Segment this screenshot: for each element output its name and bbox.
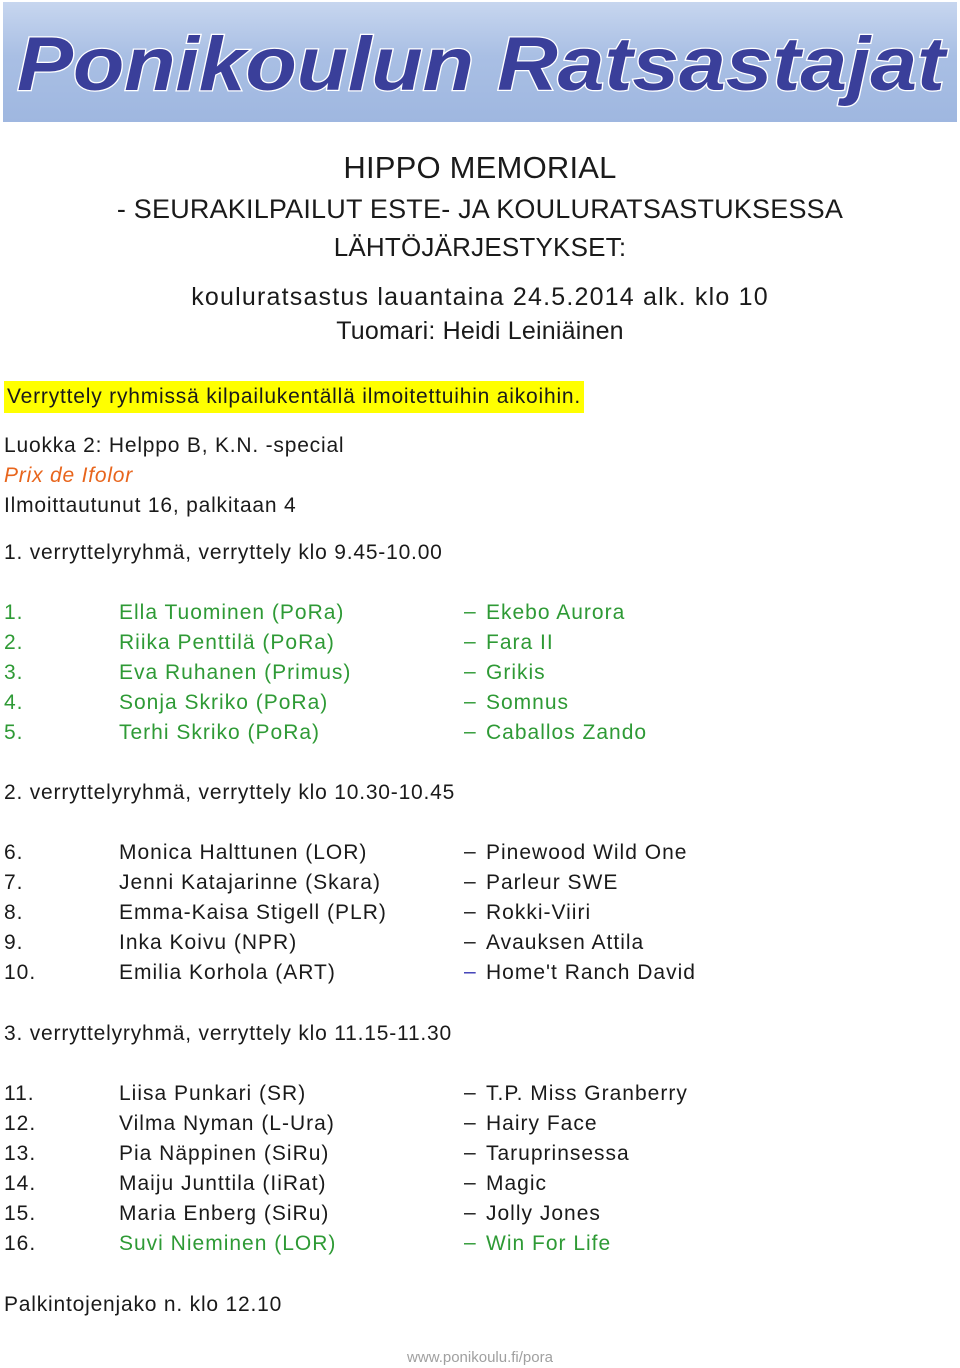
rider-name: Ella Tuominen (PoRa)	[119, 601, 345, 624]
rider-name: Inka Koivu (NPR)	[119, 931, 298, 954]
start-number: 6.	[4, 841, 24, 864]
awards-info: Palkintojenjako n. klo 12.10	[4, 1293, 283, 1316]
separator-dash: –	[464, 840, 477, 863]
start-number: 16.	[4, 1232, 37, 1255]
start-number: 4.	[4, 691, 24, 714]
judge-info: Tuomari: Heidi Leiniäinen	[336, 317, 624, 345]
page-subtitle: - SEURAKILPAILUT ESTE- JA KOULURATSASTUKSESSA	[116, 194, 844, 224]
horse-name: Caballos Zando	[486, 721, 648, 744]
rider-name: Sonja Skriko (PoRa)	[119, 691, 329, 714]
horse-name: Ekebo Aurora	[486, 601, 626, 624]
horse-name: Rokki-Viiri	[486, 901, 592, 924]
horse-name: Parleur SWE	[486, 871, 619, 894]
start-number: 7.	[4, 871, 24, 894]
event-info: kouluratsastus lauantaina 24.5.2014 alk. klo 10	[191, 283, 769, 311]
warmup-notice-line	[4, 385, 584, 409]
banner-title: Ponikoulun Ratsastajat	[17, 22, 948, 107]
rider-name: Emma-Kaisa Stigell (PLR)	[119, 901, 387, 924]
separator-dash: –	[464, 690, 477, 713]
page-title: HIPPO MEMORIAL	[343, 150, 617, 185]
horse-name: Taruprinsessa	[486, 1142, 630, 1165]
separator-dash: –	[464, 600, 477, 623]
horse-name: Hairy Face	[486, 1112, 598, 1135]
start-number: 10.	[4, 961, 37, 984]
separator-dash: –	[464, 900, 477, 923]
horse-name: Grikis	[486, 661, 546, 684]
separator-dash: –	[464, 1231, 477, 1254]
rider-name: Suvi Nieminen (LOR)	[119, 1232, 337, 1255]
ponikoulu-logo	[3, 2, 957, 122]
separator-dash: –	[464, 960, 477, 983]
class-registered: Ilmoittautunut 16, palkitaan 4	[4, 494, 297, 517]
class-sponsor: Prix de Ifolor	[4, 464, 134, 487]
group-title: 3. verryttelyryhmä, verryttely klo 11.15-11.30	[4, 1022, 453, 1045]
start-number: 5.	[4, 721, 24, 744]
separator-dash: –	[464, 930, 477, 953]
horse-name: Pinewood Wild One	[486, 841, 688, 864]
separator-dash: –	[464, 630, 477, 653]
class-name: Luokka 2: Helppo B, K.N. -special	[4, 434, 345, 457]
horse-name: Somnus	[486, 691, 570, 714]
separator-dash: –	[464, 1111, 477, 1134]
start-number: 15.	[4, 1202, 37, 1225]
separator-dash: –	[464, 1201, 477, 1224]
list-title: LÄHTÖJÄRJESTYKSET:	[333, 232, 627, 262]
separator-dash: –	[464, 870, 477, 893]
start-number: 3.	[4, 661, 24, 684]
rider-name: Maria Enberg (SiRu)	[119, 1202, 330, 1225]
horse-name: Fara II	[486, 631, 554, 654]
start-number: 9.	[4, 931, 24, 954]
rider-name: Maiju Junttila (IiRat)	[119, 1172, 327, 1195]
horse-name: Jolly Jones	[486, 1202, 601, 1225]
separator-dash: –	[464, 1141, 477, 1164]
rider-name: Terhi Skriko (PoRa)	[119, 721, 321, 744]
start-number: 13.	[4, 1142, 37, 1165]
horse-name: Magic	[486, 1172, 548, 1195]
rider-name: Vilma Nyman (L-Ura)	[119, 1112, 335, 1135]
group-title: 2. verryttelyryhmä, verryttely klo 10.30-10.45	[4, 781, 456, 804]
start-number: 14.	[4, 1172, 37, 1195]
footer-url[interactable]: www.ponikoulu.fi/pora	[407, 1349, 553, 1366]
header-banner	[3, 2, 957, 122]
horse-name: Win For Life	[486, 1232, 612, 1255]
rider-name: Monica Halttunen (LOR)	[119, 841, 368, 864]
separator-dash: –	[464, 1081, 477, 1104]
rider-name: Emilia Korhola (ART)	[119, 961, 336, 984]
start-number: 2.	[4, 631, 24, 654]
horse-name: Avauksen Attila	[486, 931, 645, 954]
group-title: 1. verryttelyryhmä, verryttely klo 9.45-10.00	[4, 541, 443, 564]
start-number: 12.	[4, 1112, 37, 1135]
start-number: 1.	[4, 601, 24, 624]
rider-name: Riika Penttilä (PoRa)	[119, 631, 335, 654]
start-number: 11.	[4, 1082, 35, 1105]
warmup-notice: Verryttely ryhmissä kilpailukentällä ilmoitettuihin aikoihin.	[4, 381, 584, 413]
horse-name: Home't Ranch David	[486, 961, 696, 984]
separator-dash: –	[464, 660, 477, 683]
rider-name: Jenni Katajarinne (Skara)	[119, 871, 381, 894]
separator-dash: –	[464, 720, 477, 743]
rider-name: Eva Ruhanen (Primus)	[119, 661, 352, 684]
start-number: 8.	[4, 901, 24, 924]
separator-dash: –	[464, 1171, 477, 1194]
horse-name: T.P. Miss Granberry	[486, 1082, 688, 1105]
rider-name: Liisa Punkari (SR)	[119, 1082, 307, 1105]
rider-name: Pia Näppinen (SiRu)	[119, 1142, 330, 1165]
